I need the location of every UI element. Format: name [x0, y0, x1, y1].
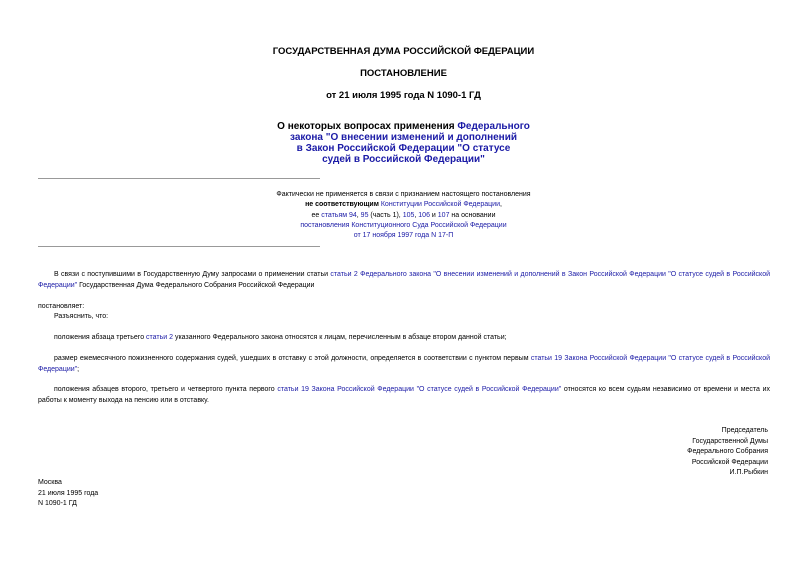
- body-link-article19-a[interactable]: статьи 19 Закона Российской Федерации "О статусе судей в Российской Федерации": [38, 355, 770, 373]
- editorial-note: [0, 190, 807, 241]
- note-link-art105[interactable]: 105: [402, 211, 415, 219]
- note-link-art107[interactable]: 107: [437, 211, 450, 219]
- body-paragraph-2: постановляет:: [38, 303, 85, 310]
- note-line-3: ее статьям 94, 95 (часть 1), 105, 106 и 107 на основании: [311, 211, 496, 219]
- note-link-constitution[interactable]: Конституции Российской Федерации: [380, 201, 500, 209]
- title-link-law[interactable]: Федерального: [457, 121, 530, 132]
- footer-date: 21 июля 1995 года: [38, 489, 99, 497]
- date-number-heading: от 21 июля 1995 года N 1090-1 ГД: [326, 90, 481, 101]
- title-text: О некоторых вопросах применения: [277, 121, 458, 132]
- note-link-ruling-date[interactable]: от 17 ноября 1997 года N 17-П: [353, 232, 454, 240]
- body-link-article19-b[interactable]: статьи 19 Закона Российской Федерации "О статусе судей в Российской Федерации": [277, 386, 562, 393]
- signature-org-2: Федерального Собрания: [687, 448, 768, 455]
- doc-type-heading: ПОСТАНОВЛЕНИЕ: [360, 68, 447, 79]
- note-divider-top: [38, 178, 320, 179]
- note-link-art106[interactable]: 106: [418, 211, 430, 219]
- note-divider-bottom: [38, 246, 320, 247]
- body-paragraph-3: Разъяснить, что:: [54, 313, 109, 320]
- signature-org-3: Российской Федерации: [691, 458, 768, 466]
- signature-block: [687, 426, 768, 479]
- org-heading: ГОСУДАРСТВЕННАЯ ДУМА РОССИЙСКОЙ ФЕДЕРАЦИИ: [272, 46, 535, 57]
- footer-city: Москва: [38, 479, 62, 486]
- title-link-line3[interactable]: в Закон Российской Федерации "О статусе: [296, 143, 511, 154]
- note-line-1: Фактически не применяется в связи с признанием настоящего постановления: [276, 191, 531, 198]
- body-link-article2[interactable]: статьи 2: [146, 334, 174, 341]
- footer-number: N 1090-1 ГД: [38, 500, 77, 507]
- note-link-ruling[interactable]: постановления Конституционного Суда Российской Федерации: [300, 221, 507, 229]
- body-paragraph-6: положения абзацев второго, третьего и четвертого пункта первого статьи 19 Закона Российской Федерации "О статусе судей в Российской Федерации" относятся ко всем судьям независимо от времени и места их работы к моменту выхода на пенсию или в отставку.: [38, 386, 770, 404]
- signature-name: И.П.Рыбкин: [729, 469, 768, 476]
- note-line-2: не соответствующим Конституции Российской Федерации,: [305, 201, 502, 209]
- title-link-line4[interactable]: судей в Российской Федерации": [322, 154, 485, 165]
- body-paragraph-1: В связи с поступившими в Государственную Думу запросами о применении статьи статьи 2 Федерального закона "О внесении изменений и дополнений в Закон Российской Федерации "О статусе судей в Российской Федерации" Государственная Дума Федерального Собрания Российской Федерации: [38, 271, 770, 289]
- body-link-article2-law[interactable]: статьи 2 Федерального закона "О внесении изменений и дополнений в Закон Российской Федерации "О статусе судей в Российской Федерации": [38, 271, 770, 289]
- title-link-line2[interactable]: закона "О внесении изменений и дополнений: [289, 132, 518, 143]
- document-title: [0, 121, 807, 165]
- note-link-art95[interactable]: 95: [360, 211, 369, 219]
- footer-block: [38, 478, 98, 510]
- body-paragraph-4: положения абзаца третьего статьи 2 указанного Федерального закона относятся к лицам, перечисленным в абзаце втором данной статьи;: [54, 334, 507, 341]
- signature-position: Председатель: [721, 427, 768, 434]
- note-link-art94[interactable]: статьям 94: [321, 211, 357, 219]
- body-paragraph-5: размер ежемесячного пожизненного содержания судей, ушедших в отставку с этой должности, определяется в соответствии с пунктом первым статьи 19 Закона Российской Федерации "О статусе судей в Российской Федерации";: [38, 355, 770, 373]
- signature-org-1: Государственной Думы: [692, 437, 768, 445]
